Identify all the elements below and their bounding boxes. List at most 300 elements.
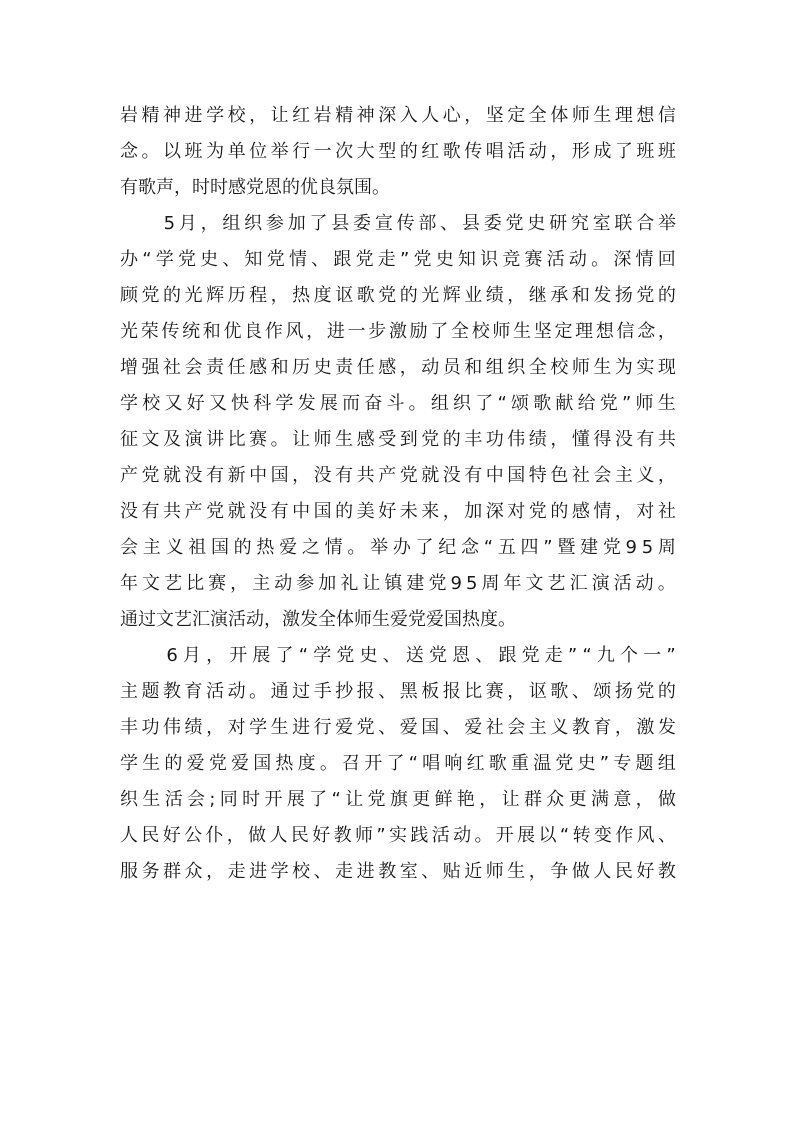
glyph: ，	[507, 681, 526, 702]
glyph: 、	[421, 861, 440, 882]
document-body	[120, 98, 676, 890]
glyph: 现	[657, 357, 676, 378]
glyph: 、	[475, 645, 494, 666]
glyph: 生	[142, 753, 161, 774]
glyph: 受	[378, 429, 397, 450]
text-line	[120, 206, 676, 242]
glyph: 承	[550, 285, 569, 306]
glyph: 题	[141, 681, 160, 702]
glyph: 贴	[442, 861, 461, 882]
glyph: 就	[421, 465, 440, 486]
glyph: 以	[163, 141, 182, 162]
glyph: 动	[274, 573, 293, 594]
glyph: 展	[252, 645, 271, 666]
glyph: 全	[528, 105, 547, 126]
glyph: 情	[635, 249, 654, 270]
glyph: 年	[120, 573, 138, 594]
glyph: 让	[292, 429, 311, 450]
glyph: 为	[206, 141, 225, 162]
glyph: 责	[206, 357, 225, 378]
glyph: 活	[431, 825, 450, 846]
glyph: 对	[227, 717, 246, 738]
glyph: 情	[593, 501, 612, 522]
glyph: 丰	[120, 717, 138, 738]
glyph: “	[408, 753, 418, 774]
glyph: 了	[386, 753, 405, 774]
glyph: 传	[161, 321, 180, 342]
glyph: 没	[614, 429, 633, 450]
glyph: “	[559, 825, 570, 846]
glyph: 进	[249, 861, 268, 882]
glyph: 党	[528, 501, 547, 522]
glyph: 歌	[442, 141, 461, 162]
glyph: 党	[602, 537, 621, 558]
glyph: 党	[378, 285, 397, 306]
glyph: 继	[528, 285, 547, 306]
glyph: 中	[485, 465, 504, 486]
glyph: ，	[270, 285, 289, 306]
text-line	[120, 170, 676, 206]
glyph: 念	[461, 537, 480, 558]
glyph: 了	[309, 213, 328, 234]
glyph: 国	[421, 717, 440, 738]
glyph: “	[483, 537, 494, 558]
glyph: 风	[636, 825, 655, 846]
glyph: 红	[421, 141, 440, 162]
glyph: 念	[637, 321, 656, 342]
glyph: 变	[593, 825, 612, 846]
glyph: 加	[318, 573, 337, 594]
glyph: 共	[356, 465, 375, 486]
glyph: 、	[571, 681, 590, 702]
glyph: 师	[571, 105, 590, 126]
glyph: 办	[392, 537, 411, 558]
glyph: 党	[206, 501, 225, 522]
glyph: 未	[399, 501, 418, 522]
glyph: 国	[270, 465, 289, 486]
glyph: 入	[399, 105, 418, 126]
glyph: 更	[568, 789, 587, 810]
glyph: 国	[507, 465, 526, 486]
glyph: 史	[359, 645, 378, 666]
glyph: 活	[164, 789, 183, 810]
glyph: 学	[313, 645, 332, 666]
glyph: 黑	[399, 681, 418, 702]
glyph: 得	[593, 429, 612, 450]
glyph: 党	[521, 645, 540, 666]
glyph: 有	[141, 501, 160, 522]
glyph: 扬	[614, 285, 633, 306]
glyph: 9	[450, 573, 462, 594]
glyph: 党	[413, 249, 432, 270]
glyph: 礼	[340, 573, 359, 594]
glyph: 手	[313, 681, 332, 702]
glyph: 任	[356, 357, 375, 378]
glyph: 艳	[456, 789, 475, 810]
glyph: 位	[249, 141, 268, 162]
glyph: 对	[636, 501, 655, 522]
glyph: 成	[593, 141, 612, 162]
glyph: 5	[163, 213, 176, 234]
glyph: 让	[362, 573, 381, 594]
glyph: 辉	[442, 285, 461, 306]
glyph: 荣	[140, 321, 159, 342]
glyph: ，	[206, 717, 225, 738]
glyph: 文	[141, 429, 160, 450]
glyph: 个	[620, 645, 639, 666]
glyph: 过	[292, 681, 311, 702]
glyph: 跟	[333, 249, 352, 270]
glyph: ，	[550, 141, 569, 162]
glyph: 的	[335, 501, 354, 522]
glyph: 会	[184, 357, 203, 378]
glyph: 和	[464, 357, 483, 378]
text-line	[120, 746, 676, 782]
glyph: 想	[595, 321, 614, 342]
glyph: 社	[163, 357, 182, 378]
glyph: 爱	[335, 717, 354, 738]
glyph: 社	[485, 717, 504, 738]
glyph: 念	[120, 141, 138, 162]
glyph: 好	[312, 825, 331, 846]
glyph: 全	[451, 321, 469, 342]
glyph: 的	[657, 285, 676, 306]
glyph: 热	[256, 537, 275, 558]
glyph: 优	[223, 321, 242, 342]
glyph: 党	[636, 285, 655, 306]
glyph: 。	[319, 753, 338, 774]
glyph: 歌	[550, 681, 569, 702]
glyph: 任	[227, 357, 246, 378]
glyph: 专	[613, 753, 632, 774]
glyph: ，	[464, 105, 483, 126]
glyph: 以	[538, 825, 557, 846]
glyph: 满	[590, 789, 609, 810]
glyph: 开	[364, 753, 383, 774]
glyph: 征	[120, 429, 138, 450]
glyph: 程	[249, 285, 268, 306]
glyph: 光	[120, 321, 138, 342]
glyph: ”	[666, 645, 676, 666]
glyph: ，	[479, 789, 498, 810]
glyph: 共	[657, 429, 676, 450]
glyph: 色	[550, 465, 569, 486]
glyph: 赛	[249, 429, 268, 450]
glyph: 热	[275, 753, 294, 774]
glyph: 5	[641, 537, 654, 558]
glyph: 五	[497, 537, 516, 558]
glyph: 民	[290, 825, 309, 846]
text-line	[120, 350, 676, 386]
glyph: 校	[227, 105, 246, 126]
glyph: 。	[270, 429, 289, 450]
glyph: 深	[378, 105, 397, 126]
glyph: “	[298, 645, 309, 666]
glyph: 次	[335, 141, 354, 162]
glyph: 大	[356, 141, 375, 162]
glyph: 来	[421, 501, 440, 522]
glyph: 赛	[208, 573, 227, 594]
glyph: 班	[184, 141, 203, 162]
glyph: 又	[208, 393, 227, 414]
glyph: ，	[657, 465, 676, 486]
glyph: 红	[466, 753, 485, 774]
glyph: 一	[643, 645, 662, 666]
glyph: 绩	[528, 429, 547, 450]
glyph: 之	[301, 537, 320, 558]
glyph: 走	[227, 861, 246, 882]
glyph: 板	[421, 681, 440, 702]
glyph: 开	[229, 645, 248, 666]
glyph: 、	[313, 861, 332, 882]
glyph: 举	[270, 141, 289, 162]
text-line	[120, 638, 676, 674]
text-line	[120, 674, 676, 710]
glyph: 室	[592, 213, 611, 234]
glyph: 教	[378, 861, 397, 882]
glyph: 会	[187, 789, 206, 810]
glyph: 传	[396, 213, 415, 234]
glyph: 师	[313, 429, 332, 450]
glyph: 育	[593, 717, 612, 738]
glyph: ，	[230, 573, 249, 594]
glyph: 史	[200, 249, 219, 270]
glyph: 加	[464, 501, 483, 522]
glyph: ，	[206, 861, 225, 882]
glyph: 唱	[485, 141, 504, 162]
glyph: 绩	[184, 717, 203, 738]
glyph: 人	[269, 825, 288, 846]
glyph: 的	[399, 285, 418, 306]
glyph: 激	[388, 321, 407, 342]
glyph: “	[582, 645, 592, 666]
glyph: 务	[141, 861, 160, 882]
glyph: 开	[495, 825, 514, 846]
glyph: 举	[657, 213, 676, 234]
glyph: 6	[166, 645, 178, 666]
glyph: 校	[471, 321, 490, 342]
glyph: 好	[186, 393, 205, 414]
glyph: 。	[657, 573, 676, 594]
glyph: 鲜	[434, 789, 453, 810]
glyph: 新	[227, 465, 246, 486]
glyph: 题	[635, 753, 654, 774]
glyph: 生	[335, 429, 354, 450]
glyph: 文	[525, 573, 544, 594]
glyph: 就	[163, 465, 182, 486]
glyph: 信	[657, 105, 676, 126]
glyph: 织	[244, 213, 263, 234]
glyph: 月	[182, 645, 201, 666]
glyph: 活	[613, 573, 632, 594]
glyph: 单	[227, 141, 246, 162]
text-line	[120, 602, 676, 638]
glyph: 和	[202, 321, 221, 342]
glyph: 生	[507, 861, 526, 882]
glyph: 。	[347, 537, 366, 558]
glyph: 镇	[384, 573, 403, 594]
glyph: 、	[440, 213, 459, 234]
glyph: 和	[571, 285, 590, 306]
glyph: 绩	[485, 285, 504, 306]
glyph: 党	[177, 249, 196, 270]
glyph: 学	[270, 861, 289, 882]
glyph: 争	[550, 861, 569, 882]
glyph: 定	[554, 321, 573, 342]
glyph: 党	[141, 285, 160, 306]
glyph: 歌	[488, 753, 507, 774]
glyph: ”	[399, 249, 410, 270]
glyph: 奋	[364, 393, 383, 414]
text-line	[120, 782, 676, 818]
glyph: 师	[571, 357, 590, 378]
glyph: 比	[227, 429, 246, 450]
glyph: 汇	[569, 573, 588, 594]
glyph: 党	[428, 645, 447, 666]
glyph: 精	[141, 105, 160, 126]
glyph: 县	[331, 213, 350, 234]
glyph: 动	[635, 573, 654, 594]
glyph: 公	[184, 825, 203, 846]
glyph: ，	[399, 357, 418, 378]
glyph: 爱	[279, 537, 298, 558]
text-line	[120, 242, 676, 278]
glyph: “	[142, 249, 152, 270]
glyph: 统	[182, 321, 201, 342]
glyph: 生	[593, 357, 612, 378]
glyph: 群	[163, 861, 182, 882]
glyph: 红	[292, 105, 311, 126]
text-line	[120, 278, 676, 314]
glyph: 的	[163, 285, 182, 306]
text-line	[120, 566, 676, 602]
glyph: 体	[550, 105, 569, 126]
glyph: 党	[356, 717, 375, 738]
glyph: ，	[550, 429, 569, 450]
glyph: 唱	[422, 753, 441, 774]
glyph: 岩	[120, 105, 138, 126]
glyph: 众	[184, 861, 203, 882]
glyph: 国	[210, 537, 229, 558]
glyph: 讲	[206, 429, 225, 450]
glyph: 参	[296, 573, 315, 594]
glyph: 学	[206, 105, 225, 126]
glyph: 党	[599, 393, 618, 414]
glyph: 讴	[528, 681, 547, 702]
glyph: 四	[520, 537, 539, 558]
glyph: ，	[442, 501, 461, 522]
glyph: 。	[249, 681, 268, 702]
glyph: ，	[206, 645, 225, 666]
glyph: 送	[405, 645, 424, 666]
glyph: 员	[442, 357, 461, 378]
glyph: 形	[571, 141, 590, 162]
glyph: 组	[485, 357, 504, 378]
glyph: 进	[292, 717, 311, 738]
glyph: 史	[577, 753, 596, 774]
glyph: 会	[507, 717, 526, 738]
glyph: 义	[636, 465, 655, 486]
glyph: 、	[382, 645, 401, 666]
glyph: 学	[249, 717, 268, 738]
glyph: 辉	[206, 285, 225, 306]
glyph: 颂	[510, 393, 529, 414]
glyph: 祖	[188, 537, 207, 558]
glyph: 风	[285, 321, 304, 342]
glyph: 党	[636, 681, 655, 702]
glyph: 回	[657, 249, 676, 270]
glyph: 了	[475, 393, 494, 414]
glyph: 党	[367, 789, 386, 810]
glyph: 比	[464, 681, 483, 702]
glyph: 9	[625, 537, 637, 558]
glyph: 动	[528, 141, 547, 162]
glyph: 歌	[356, 285, 375, 306]
glyph: 周	[657, 537, 676, 558]
glyph: 党	[355, 249, 374, 270]
glyph: 展	[286, 789, 305, 810]
glyph: 班	[636, 141, 655, 162]
glyph: 建	[406, 573, 425, 594]
glyph: 旗	[389, 789, 408, 810]
glyph: 动	[453, 825, 472, 846]
glyph: 中	[249, 465, 268, 486]
glyph: 组	[430, 393, 449, 414]
glyph: 做	[658, 789, 676, 810]
glyph: 讴	[335, 285, 354, 306]
glyph: 有	[335, 465, 354, 486]
glyph: 深	[485, 501, 504, 522]
glyph: 活	[546, 249, 565, 270]
glyph: 爱	[186, 753, 205, 774]
glyph	[142, 206, 160, 242]
glyph: 感	[571, 501, 590, 522]
glyph: 史	[313, 357, 332, 378]
glyph: 活	[507, 141, 526, 162]
glyph: 走	[377, 249, 396, 270]
glyph: 的	[233, 537, 252, 558]
glyph: 义	[550, 717, 569, 738]
glyph: 有	[206, 465, 225, 486]
glyph: 党	[399, 465, 418, 486]
glyph: ”	[567, 645, 578, 666]
glyph: 党	[336, 645, 355, 666]
glyph: 同	[219, 789, 238, 810]
glyph: 斗	[386, 393, 405, 414]
glyph: 更	[412, 789, 431, 810]
glyph: 生	[593, 105, 612, 126]
glyph: 学	[275, 393, 294, 414]
glyph: 究	[570, 213, 589, 234]
glyph: 史	[435, 249, 454, 270]
glyph: 发	[657, 717, 676, 738]
glyph: 会	[593, 465, 612, 486]
glyph: 主	[142, 537, 161, 558]
glyph: 光	[184, 285, 203, 306]
glyph: 深	[613, 249, 632, 270]
glyph: 一	[313, 141, 332, 162]
glyph: 人	[421, 105, 440, 126]
glyph: 激	[636, 717, 655, 738]
glyph: 美	[356, 501, 375, 522]
text-line	[120, 818, 676, 854]
glyph: 了	[430, 321, 449, 342]
glyph: 党	[266, 249, 285, 270]
glyph: 爱	[399, 717, 418, 738]
glyph: 近	[464, 861, 483, 882]
glyph: 。	[591, 249, 610, 270]
glyph: 县	[461, 213, 480, 234]
